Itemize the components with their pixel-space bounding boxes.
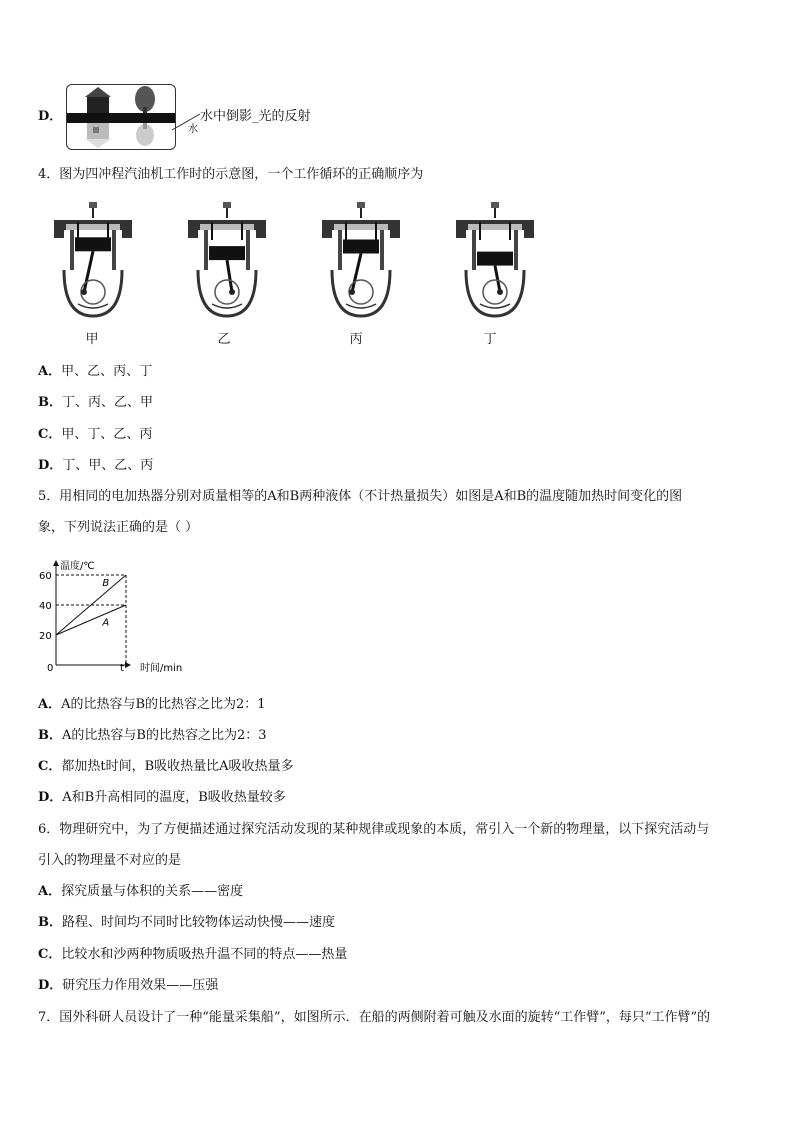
x-tick-t: t [120,663,124,674]
q5-option-b [38,727,266,745]
option-text: A的比热容与B的比热容之比为2：1 [61,697,266,712]
q4-option-c [38,426,152,444]
q4-option-a [38,363,152,381]
option-letter: B． [38,395,62,410]
q7-stem-line1: 7．国外科研人员设计了一种“能量采集船”，如图所示．在船的两侧附着可触及水面的旋转“工作臂”，每只“工作臂”的 [38,1010,711,1025]
q5-option-c [38,758,294,776]
q5-option-a [38,696,266,714]
q6-stem-line2: 引入的物理量不对应的是 [38,853,182,868]
water-label: 水 [188,124,198,135]
q3-option-d [38,108,62,126]
option-text: A的比热容与B的比热容之比为2：3 [62,728,267,743]
q4-stem: 4．图为四冲程汽油机工作时的示意图，一个工作循环的正确顺序为 [38,167,424,182]
engine-diagram-2 [184,200,270,320]
engine-label-2: 乙 [217,332,231,347]
series-line-A [56,605,126,635]
option-text: 甲、丁、乙、丙 [61,427,153,442]
q4-option-d [38,457,153,475]
q5-option-d [38,789,286,807]
reflection-caption: 水中倒影_光的反射 [200,109,311,124]
y-tick-label-60: 60 [39,571,52,582]
option-letter: C． [38,427,62,442]
option-letter: C． [38,759,62,774]
option-text: 都加热t时间，B吸收热量比A吸收热量多 [61,759,294,774]
q6-option-c [38,946,347,964]
option-text: 比较水和沙两种物质吸热升温不同的特点——热量 [61,947,348,962]
engine-label-3: 丙 [349,332,363,347]
engine-label-1: 甲 [85,332,99,347]
series-label-B: B [102,577,110,589]
option-letter: C． [38,947,62,962]
q6-option-d [38,977,218,995]
q5-stem-line2: 象，下列说法正确的是（ ） [38,520,199,535]
q6-option-b [38,914,335,932]
option-text: 甲、乙、丙、丁 [61,364,153,379]
option-text: 丁、甲、乙、丙 [62,458,154,473]
q6-stem-line1: 6．物理研究中，为了方便描述通过探究活动发现的某种规律或现象的本质，常引入一个新的物理量，以下探究活动与 [38,822,710,837]
option-letter: D． [38,109,63,124]
temperature-chart [30,555,190,677]
option-letter: D． [38,790,63,805]
option-letter: B． [38,915,62,930]
engine-label-4: 丁 [483,332,497,347]
y-tick-label-20: 20 [39,631,52,642]
reflection-image [66,84,176,150]
option-text: A和B升高相同的温度，B吸收热量较多 [62,790,286,805]
engine-diagram-4 [452,200,538,320]
option-letter: D． [38,458,63,473]
engine-diagram-1 [50,200,136,320]
series-label-A: A [102,617,110,629]
option-letter: D． [38,978,63,993]
y-tick-label-40: 40 [39,601,52,612]
q4-option-b [38,394,153,412]
option-letter: A． [38,884,62,899]
option-letter: A． [38,364,62,379]
option-text: 路程、时间均不同时比较物体运动快慢——速度 [62,915,336,930]
option-letter: A． [38,697,62,712]
origin-label: 0 [47,663,54,674]
option-letter: B． [38,728,62,743]
option-text: 研究压力作用效果——压强 [62,978,219,993]
engine-diagram-3 [318,200,404,320]
q6-option-a [38,883,243,901]
x-axis-label: 时间/min [140,663,183,674]
q5-stem-line1: 5．用相同的电加热器分别对质量相等的A和B两种液体（不计热量损失）如图是A和B的温度随加热时间变化的图 [38,489,683,504]
option-text: 丁、丙、乙、甲 [62,395,154,410]
y-axis-label: 温度/℃ [60,561,95,572]
option-text: 探究质量与体积的关系——密度 [61,884,244,899]
